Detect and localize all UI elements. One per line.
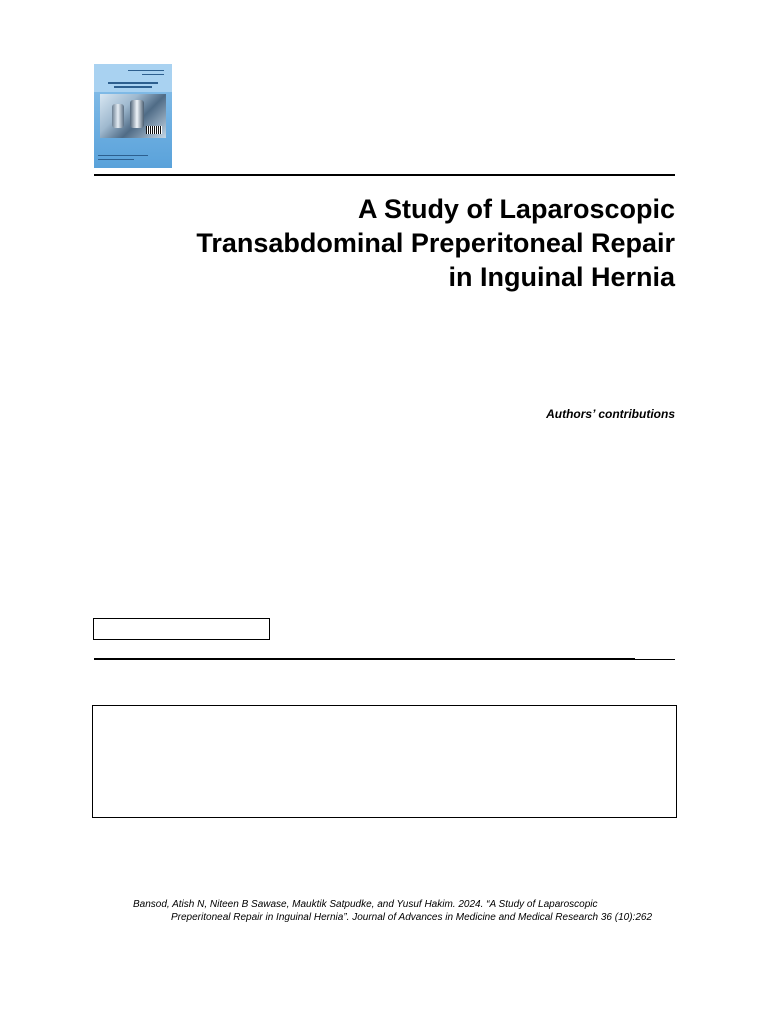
microscope-lens-icon [130, 100, 144, 128]
empty-abstract-box [92, 705, 677, 818]
middle-divider-end [635, 659, 675, 660]
citation-line-2: Preperitoneal Repair in Inguinal Hernia”. Journal of Advances in Medicine and Medical Research 36 (10):262 [171, 912, 653, 923]
title-line-3: in Inguinal Hernia [448, 262, 675, 292]
barcode-icon [146, 126, 162, 134]
cover-footer-line [98, 155, 148, 156]
cover-text-line [142, 74, 164, 75]
citation-line-1: Bansod, Atish N, Niteen B Sawase, Mauktik Satpudke, and Yusuf Hakim. 2024. “A Study of Laparoscopic [133, 899, 598, 910]
journal-cover-image [94, 64, 172, 168]
empty-info-box [93, 618, 270, 640]
cover-title-line [108, 82, 158, 84]
title-line-1: A Study of Laparoscopic [357, 194, 675, 224]
article-title [94, 192, 675, 294]
cover-footer-line [98, 159, 134, 160]
top-divider [94, 174, 675, 176]
microscope-lens-icon [112, 104, 124, 128]
title-line-2: Transabdominal Preperitoneal Repair [196, 228, 675, 258]
citation-block [133, 898, 693, 924]
cover-title-line [114, 86, 152, 88]
cover-text-line [128, 70, 164, 71]
authors-contributions-heading: Authors’ contributions [546, 407, 675, 421]
microscope-photo [100, 94, 166, 138]
middle-divider [94, 658, 635, 660]
